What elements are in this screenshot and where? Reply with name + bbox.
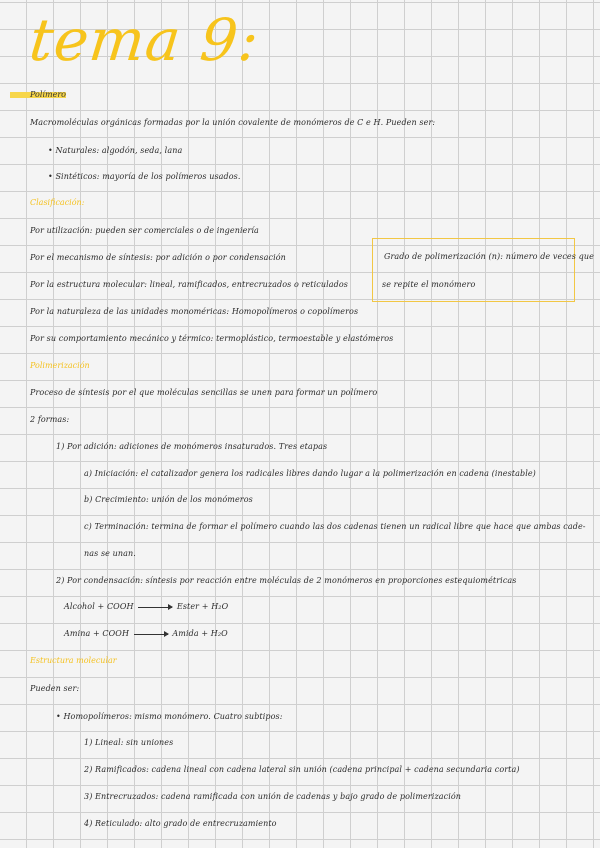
reaction-1-reactants: Alcohol + COOH <box>64 602 134 611</box>
step-terminacion: c) Terminación: termina de formar el polímero cuando las dos cadenas tienen un radical libre que hace que ambas cade- <box>84 522 586 531</box>
natural-item: • Naturales: algodón, seda, lana <box>48 146 183 155</box>
step-crecimiento: b) Crecimiento: unión de los monómeros <box>84 495 253 504</box>
reaction-2-reactants: Amina + COOH <box>64 629 130 638</box>
classification-estructura: Por la estructura molecular: lineal, ramificados, entrecruzados o reticulados <box>30 280 348 289</box>
definition-box <box>372 238 575 302</box>
subtype-reticulado: 4) Reticulado: alto grado de entrecruzamiento <box>84 819 277 828</box>
synthetic-item: • Sintéticos: mayoría de los polímeros usados. <box>48 172 241 181</box>
addition-method: 1) Por adición: adiciones de monómeros insaturados. Tres etapas <box>56 442 328 451</box>
reaction-1-products: Ester + H₂O <box>176 602 229 611</box>
subtype-entrecruzados: 3) Entrecruzados: cadena ramificada con unión de cadenas y bajo grado de polimerización <box>84 792 462 801</box>
polymerization-definition: Proceso de síntesis por el que moléculas sencillas se unen para formar un polímero <box>30 388 378 397</box>
classification-naturaleza: Por la naturaleza de las unidades monoméricas: Homopolímeros o copolímeros <box>30 307 359 316</box>
heading-polimerizacion: Polimerización <box>30 361 90 370</box>
page-title: tema 9: <box>26 6 263 74</box>
heading-clasificacion: Clasificación: <box>30 198 85 207</box>
box-text-line-2: se repite el monómero <box>382 280 476 289</box>
classification-utilizacion: Por utilización: pueden ser comerciales o de ingeniería <box>30 226 259 235</box>
heading-polimero: Polímero <box>30 90 66 99</box>
subtype-lineal: 1) Lineal: sin uniones <box>84 738 174 747</box>
can-be-label: Pueden ser: <box>30 684 80 693</box>
step-iniciacion: a) Iniciación: el catalizador genera los radicales libres dando lugar a la polimerización en cadena (inestable) <box>84 469 536 478</box>
reaction-2-products: Amida + H₂O <box>172 629 228 638</box>
classification-comportamiento: Por su comportamiento mecánico y térmico: termoplástico, termoestable y elastómeros <box>30 334 394 343</box>
definition-text: Macromoléculas orgánicas formadas por la unión covalente de monómeros de C e H. Pueden ser: <box>30 118 436 127</box>
heading-estructura: Estructura molecular <box>30 656 117 665</box>
classification-mecanismo: Por el mecanismo de síntesis: por adición o por condensación <box>30 253 286 262</box>
reaction-1 <box>64 602 228 611</box>
step-terminacion-continued: nas se unan. <box>84 549 136 558</box>
arrow-icon <box>138 607 172 608</box>
box-text-line-1: Grado de polimerización (n): número de veces que <box>384 252 594 261</box>
reaction-2 <box>64 629 228 638</box>
two-forms-label: 2 formas: <box>30 415 70 424</box>
subtype-ramificados: 2) Ramificados: cadena lineal con cadena lateral sin unión (cadena principal + cadena secundaria corta) <box>84 765 520 774</box>
homopolymers-item: • Homopolímeros: mismo monómero. Cuatro subtipos: <box>56 712 283 721</box>
arrow-icon <box>134 634 168 635</box>
condensation-method: 2) Por condensación: síntesis por reacción entre moléculas de 2 monómeros en proporciones estequiométricas <box>56 576 517 585</box>
